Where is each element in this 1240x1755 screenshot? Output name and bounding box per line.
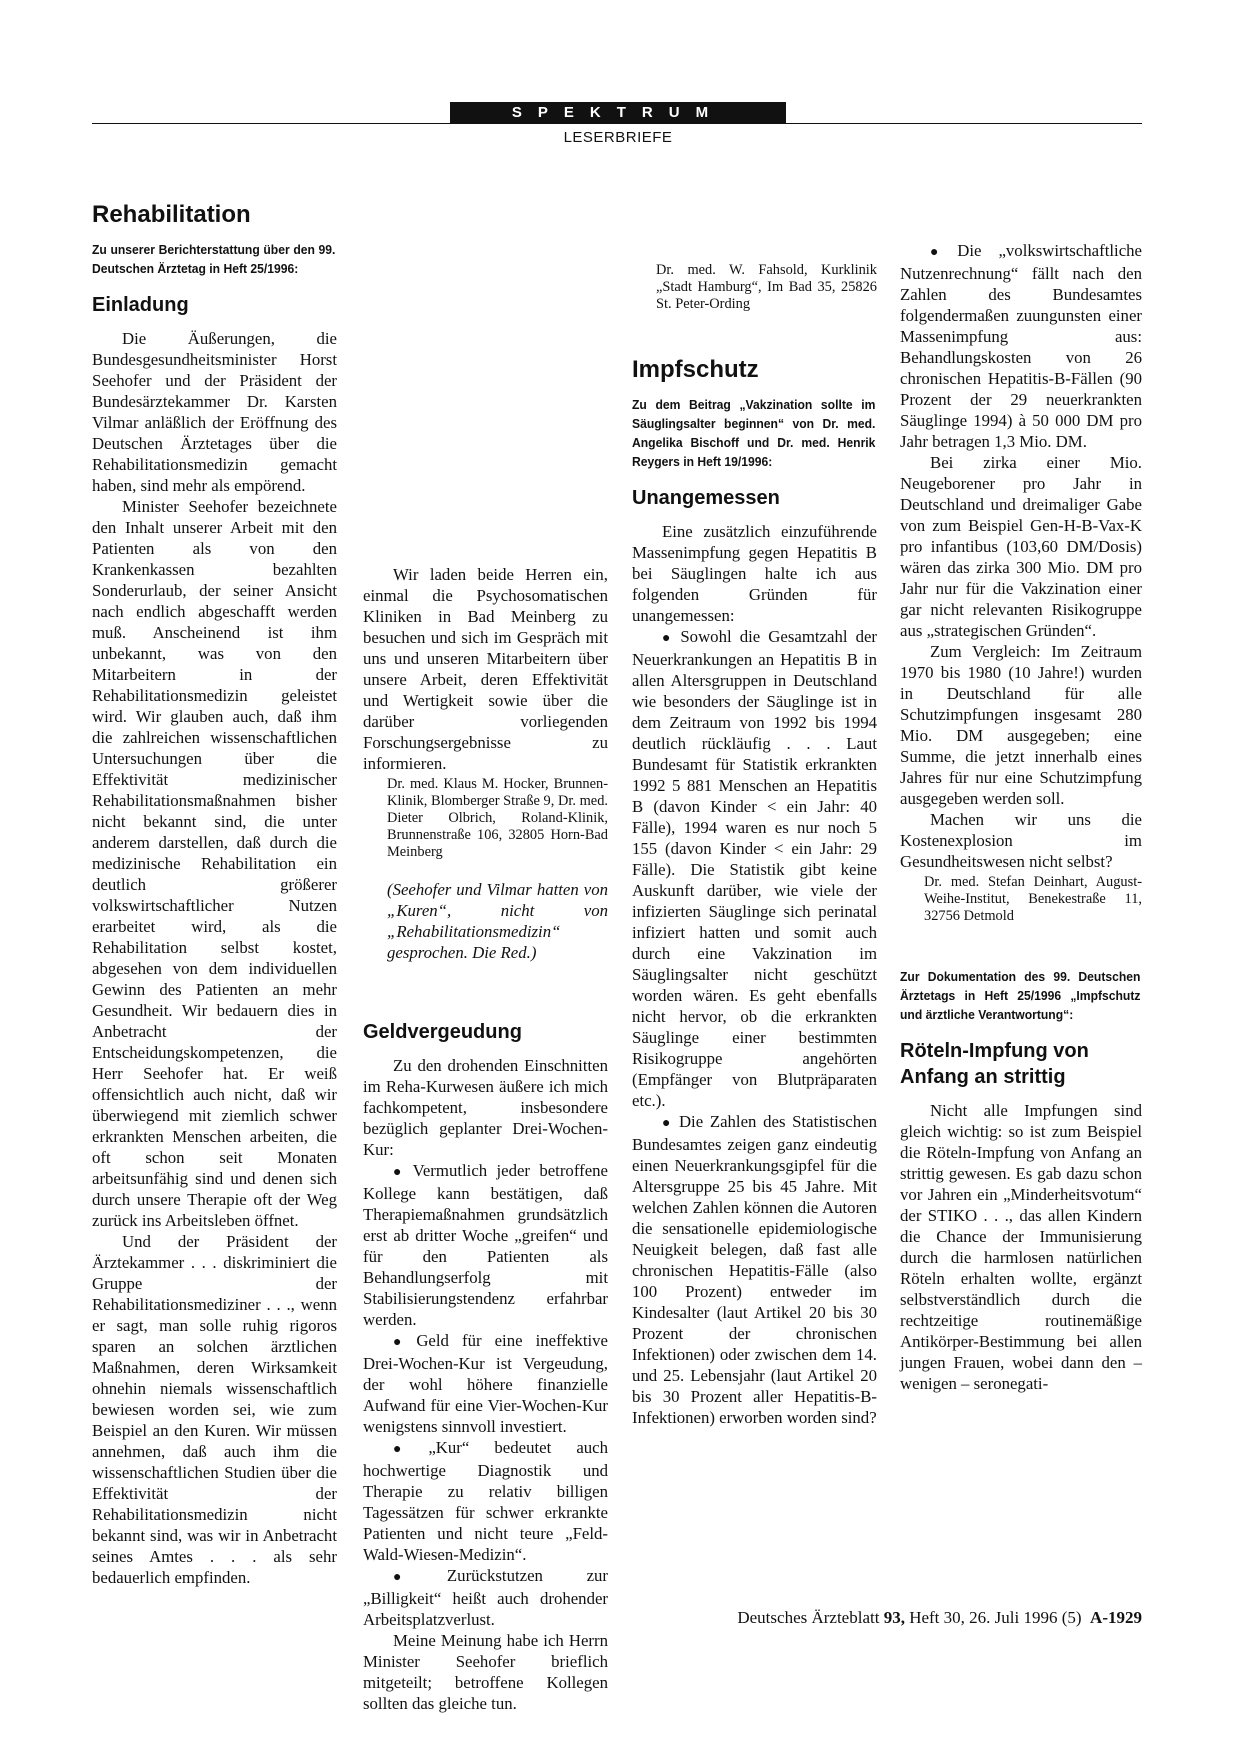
issue-info: Heft 30, 26. Juli 1996 (5) [909, 1608, 1082, 1627]
section-banner: SPEKTRUM [450, 102, 786, 124]
column-3 [632, 200, 877, 1428]
letter2-bullet: ● „Kur“ bedeutet auch hochwertige Diagnostik und Therapie zu relativ billigen Tagessätzen für schwer erkrankte Patienten und nicht teure „Feld-Wald-Wiesen-Medizin“. [363, 1437, 608, 1565]
letter1-paragraph: Wir laden beide Herren ein, einmal die Psychosomatischen Kliniken in Bad Meinberg zu besuchen und sich im Gespräch mit uns und unseren Mitarbeitern über unsere Arbeit, deren Effektivität und Wertigkeit sowie über die darüber vorliegenden Forschungsergebnisse zu informieren. [363, 565, 608, 773]
letter3-signature: Dr. med. Stefan Deinhart, August-Weihe-Institut, Benekestraße 11, 32756 Detmold [924, 874, 1142, 924]
letter4-subtitle: Röteln-Impfung von Anfang an strittig [900, 1040, 1089, 1088]
letter3-paragraph: Machen wir uns die Kostenexplosion im Gesundheitswesen nicht selbst? [900, 810, 1142, 871]
journal-name: Deutsches Ärzteblatt [737, 1608, 880, 1627]
page-footer [560, 1608, 1142, 1628]
letter1-paragraph: Und der Präsident der Ärztekammer . . . diskriminiert die Gruppe der Rehabilitationsmediziner . . ., wenn er sagt, man solle ruhig rigoros sparen an solchen ärztlichen Maßnahmen, deren Wirksamkeit ohnehin niemals wissenschaftlich bewiesen worden sei, wie zum Beispiel an den Kuren. Wir müssen annehmen, daß auch ihm die wissenschaftlichen Studien über die Effektivität der Rehabilitationsmedizin nicht bekannt sind, was wir in Anbetracht seines Amtes . . . als sehr bedauerlich empfinden. [92, 1232, 337, 1587]
letter3-bullet: ● Die Zahlen des Statistischen Bundesamtes zeigen ganz eindeutig einen Neuerkrankungsgipfel für die Altersgruppe 25 bis 45 Jahre. Mit welchen Zahlen können die Autoren die sensationelle epidemiologische Neuigkeit belegen, daß fast alle chronischen Hepatitis-Fälle (also 100 Prozent) entweder im Kindesalter (laut Artikel 20 bis 30 Prozent der chronischen Infektionen) oder zwischen dem 14. und 25. Lebensjahr (laut Artikel 20 bis 30 Prozent aller Hepatitis-B-Infektionen) erworben worden sind? [632, 1111, 877, 1428]
letter1-paragraph: Minister Seehofer bezeichnete den Inhalt unserer Arbeit mit den Patienten als von den Krankenkassen bezahlten Sonderurlaub, der seiner Ansicht nach endlich abgeschafft werden muß. Anscheinend ist ihm unbekannt, was von den Mitarbeitern in der Rehabilitationsmedizin geleistet wird. Wir glauben auch, daß ihm die zahlreichen wissenschaftlichen Untersuchungen über die Effektivität medizinischer Rehabilitationsmaßnahmen bisher nicht bekannt sind, die unter anderem darstellen, daß durch die medizinische Rehabilitation ein deutlich größerer volkswirtschaftlicher Nutzen erarbeitet wird, als die Rehabilitation selbst kostet, abgesehen von dem individuellen Gewinn des Patienten an mehr Gesundheit. Wir bedauern dies in Anbetracht der Entscheidungskompetenzen, die Herr Seehofer hat. Er weiß offensichtlich auch nicht, daß wir überwiegend mit ziemlich schwer erkrankten Menschen arbeiten, die oft schon seit Monaten arbeitsunfähig sind und denen sich durch unsere Therapie oft der Weg zurück ins Arbeitsleben öffnet. [92, 497, 337, 1230]
letter2-paragraph: Zu den drohenden Einschnitten im Reha-Kurwesen äußere ich mich fachkompetent, insbesondere bezüglich geplanter Drei-Wochen-Kur: [363, 1056, 608, 1159]
letter1-intro: Zu unserer Berichterstattung über den 99. Deutschen Ärztetag in Heft 25/1996: [92, 242, 336, 276]
journal-volume: 93, [883, 1608, 905, 1627]
letter3-paragraph: Zum Vergleich: Im Zeitraum 1970 bis 1980 (10 Jahre!) wurden in Deutschland für alle Schutzimpfungen insgesamt 280 Mio. DM ausgegeben; eine Summe, die jetzt innerhalb eines Jahres für nur eine Schutzimpfung ausgegeben werden soll. [900, 642, 1142, 808]
letter3-paragraph: Bei zirka einer Mio. Neugeborener pro Jahr in Deutschland und dreimaliger Gabe von zum Beispiel Gen-H-B-Vax-K pro infantibus (103,60 DM/Dosis) wären das zirka 300 Mio. DM pro Jahr nur für die Vakzination einer gar nicht relevanten Risikogruppe aus „strategischen Gründen“. [900, 453, 1142, 640]
letter4-intro: Zur Dokumentation des 99. Deutschen Ärztetags in Heft 25/1996 „Impfschutz und ärztliche Verantwortung“: [900, 969, 1141, 1022]
letter1-title: Rehabilitation [92, 201, 251, 228]
page-number: A-1929 [1090, 1608, 1142, 1627]
section-subtitle: LESERBRIEFE [563, 129, 673, 146]
letter1-paragraph: Die Äußerungen, die Bundesgesundheitsminister Horst Seehofer und der Präsident der Bundesärztekammer Dr. Karsten Vilmar anläßlich der Eröffnung des Deutschen Ärztetages über die Rehabilitationsmedizin gemacht haben, sind mehr als empörend. [92, 329, 337, 495]
column-2 [363, 200, 608, 1714]
column-4 [900, 200, 1142, 1394]
letter2-paragraph: Meine Meinung habe ich Herrn Minister Seehofer brieflich mitgeteilt; betroffene Kollegen sollten das gleiche tun. [363, 1631, 608, 1713]
letter3-bullet: ● Die „volkswirtschaftliche Nutzenrechnung“ fällt nach den Zahlen des Bundesamtes folgendermaßen zuungunsten einer Massenimpfung aus: Behandlungskosten von 26 chronischen Hepatitis-B-Fällen (90 Prozent der 29 neuerkrankten Säuglinge 1994) à 50 000 DM pro Jahr betragen 1,3 Mio. DM. [900, 240, 1142, 452]
letter2-bullet: ● Vermutlich jeder betroffene Kollege kann bestätigen, daß Therapiemaßnahmen grundsätzlich erst ab dritter Woche „greifen“ und für den Patienten als Behandlungserfolg mit Stabilisierungstendenz erfahrbar werden. [363, 1160, 608, 1330]
letter2-signature: Dr. med. W. Fahsold, Kurklinik „Stadt Hamburg“, Im Bad 35, 25826 St. Peter-Ording [656, 262, 877, 312]
letter1-subtitle: Einladung [92, 294, 189, 316]
letter2-subtitle: Geldvergeudung [363, 1021, 522, 1043]
column-1 [92, 200, 337, 1588]
editor-note: (Seehofer und Vilmar hatten von „Kuren“, nicht von „Rehabilitationsmedizin“ gesprochen. Die Red.) [387, 880, 608, 962]
letter3-paragraph: Eine zusätzlich einzuführende Massenimpfung gegen Hepatitis B bei Säuglingen halte ich aus folgenden Gründen für unangemessen: [632, 522, 877, 625]
letter3-bullet: ● Sowohl die Gesamtzahl der Neuerkrankungen an Hepatitis B in allen Altersgruppen in Deutschland wie besonders der Säuglinge ist in dem Zeitraum von 1992 bis 1994 deutlich rückläufig . . . Laut Bundesamt für Statistik erkrankten 1992 5 881 Menschen an Hepatitis B (davon Kinder < ein Jahr: 40 Fälle), 1994 waren es nur noch 5 155 (davon Kinder < ein Jahr: 29 Fälle). Die Statistik gibt keine Auskunft darüber, wie viele der infizierten Säuglinge sich perinatal infiziert hatten und somit auch durch eine Vakzination im Säuglingsalter nicht geschützt worden wären. Es geht ebenfalls nicht hervor, ob die erkrankten Säuglinge einer bestimmten Risikogruppe angehörten (Empfänger von Blutpräparaten etc.). [632, 626, 877, 1111]
letter2-bullet: ● Geld für eine ineffektive Drei-Wochen-Kur ist Vergeudung, der wohl höhere finanzielle Aufwand für eine Vier-Wochen-Kur wenigstens sinnvoll investiert. [363, 1330, 608, 1437]
letter1-signature: Dr. med. Klaus M. Hocker, Brunnen-Klinik, Blomberger Straße 9, Dr. med. Dieter Olbrich, Roland-Klinik, Brunnenstraße 106, 32805 Horn-Bad Meinberg [387, 776, 608, 860]
letter3-intro: Zu dem Beitrag „Vakzination sollte im Säuglingsalter beginnen“ von Dr. med. Angelika Bischoff und Dr. med. Henrik Reygers in Heft 19/1996: [632, 397, 876, 469]
header-divider [92, 123, 1142, 124]
letter3-subtitle: Unangemessen [632, 487, 780, 509]
letter2-bullet: ● Zurückstutzen zur „Billigkeit“ heißt auch drohender Arbeitsplatzverlust. [363, 1565, 608, 1630]
letter4-paragraph: Nicht alle Impfungen sind gleich wichtig: so ist zum Beispiel die Röteln-Impfung von Anfang an strittig gewesen. Es gab dazu schon vor Jahren ein „Minderheitsvotum“ der STIKO . . ., das allen Kindern die Chance der Immunisierung durch die harmlosen natürlichen Röteln erhalten wollte, ergänzt selbstverständlich durch die rechtzeitige routinemäßige Antikörper-Bestimmung bei allen jungen Frauen, wobei dann den – wenigen – seronegati- [900, 1101, 1142, 1393]
letter3-title: Impfschutz [632, 356, 759, 383]
